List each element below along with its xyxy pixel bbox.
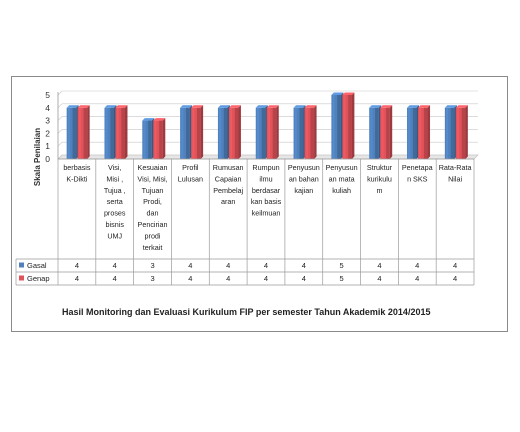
chart-frame: [11, 76, 508, 332]
bar-gasal: [180, 105, 192, 159]
bar-genap: [305, 105, 317, 159]
data-table-value: 4: [263, 274, 269, 283]
data-table-value: 4: [112, 261, 117, 270]
x-category-label: Rumusan Capaian Pembelaj aran: [212, 163, 244, 207]
x-category-label: Visi, Misi , Tujua , serta proses bisnis UMJ: [103, 163, 126, 241]
x-category-label: Rumpun ilmu berdasar kan basis keilmuan: [250, 163, 282, 218]
x-category-label: Struktur kurikulu m: [366, 163, 393, 195]
legend-label-gasal: Gasal: [27, 261, 47, 270]
bar-genap: [78, 105, 90, 159]
data-table-value: 4: [301, 261, 306, 270]
bar-genap: [229, 105, 241, 159]
x-category-label: Profil Lulusan: [177, 163, 203, 184]
data-table-value: 4: [263, 261, 269, 270]
data-table-value: 4: [377, 274, 382, 283]
bar-gasal: [407, 105, 419, 159]
bar-genap: [418, 105, 430, 159]
gridline-depth: [58, 142, 62, 146]
bar-chart: [12, 77, 509, 333]
data-table-value: 4: [112, 274, 117, 283]
data-table-value: 4: [453, 274, 458, 283]
y-tick-label: 1: [45, 141, 50, 152]
x-category-label: Penetapa n SKS: [401, 163, 433, 184]
bar-genap: [115, 105, 127, 159]
y-tick-label: 4: [45, 102, 50, 113]
data-table-value: 4: [188, 274, 193, 283]
data-table-value: 4: [453, 261, 458, 270]
gridline-depth: [58, 91, 62, 95]
data-table-value: 4: [301, 274, 306, 283]
bar-gasal: [331, 93, 343, 160]
x-category-label: Rata-Rata Nilai: [438, 163, 472, 184]
data-table-value: 4: [74, 274, 79, 283]
y-axis-label: Skala Penilaian: [33, 127, 42, 187]
data-table-value: 4: [188, 261, 193, 270]
x-category-label: Kesuaian Visi, Misi, Tujuan Prodi, dan Pencirian prodi terkait: [137, 163, 168, 252]
legend-label-genap: Genap: [27, 274, 50, 283]
bar-genap: [267, 105, 279, 159]
data-table-value: 4: [415, 274, 420, 283]
x-category-label: Penyusun an mata kuliah: [325, 163, 358, 195]
legend-swatch-genap: [19, 276, 24, 281]
y-tick-label: 2: [45, 128, 50, 139]
bar-gasal: [142, 118, 154, 159]
y-tick-label: 3: [45, 115, 50, 126]
data-table-value: 3: [150, 274, 155, 283]
bar-gasal: [104, 105, 116, 159]
data-table-value: 4: [226, 274, 231, 283]
gridline-depth: [58, 117, 62, 121]
data-table-value: 4: [74, 261, 79, 270]
data-table-value: 4: [226, 261, 231, 270]
gridline-depth: [58, 129, 62, 133]
legend-swatch-gasal: [19, 263, 24, 268]
bar-genap: [380, 105, 392, 159]
bar-genap: [153, 118, 165, 159]
data-table-value: 3: [150, 261, 155, 270]
bar-gasal: [294, 105, 306, 159]
bar-gasal: [218, 105, 230, 159]
bar-genap: [342, 93, 354, 160]
bar-gasal: [369, 105, 381, 159]
chart-title: Hasil Monitoring dan Evaluasi Kurikulum FIP per semester Tahun Akademik 2014/2015: [62, 307, 431, 317]
bar-gasal: [256, 105, 268, 159]
x-category-label: Penyusun an bahan kajian: [287, 163, 320, 195]
bar-genap: [191, 105, 203, 159]
data-table-value: 4: [377, 261, 382, 270]
data-table-value: 5: [339, 274, 344, 283]
bar-genap: [456, 105, 468, 159]
x-category-label: berbasis K-Dikti: [63, 163, 91, 184]
y-tick-label: 5: [45, 90, 50, 100]
y-tick-label: 0: [45, 154, 50, 164]
bar-gasal: [67, 105, 79, 159]
gridline-depth: [58, 104, 62, 108]
data-table-value: 5: [339, 261, 344, 270]
bar-gasal: [445, 105, 457, 159]
data-table-value: 4: [415, 261, 420, 270]
